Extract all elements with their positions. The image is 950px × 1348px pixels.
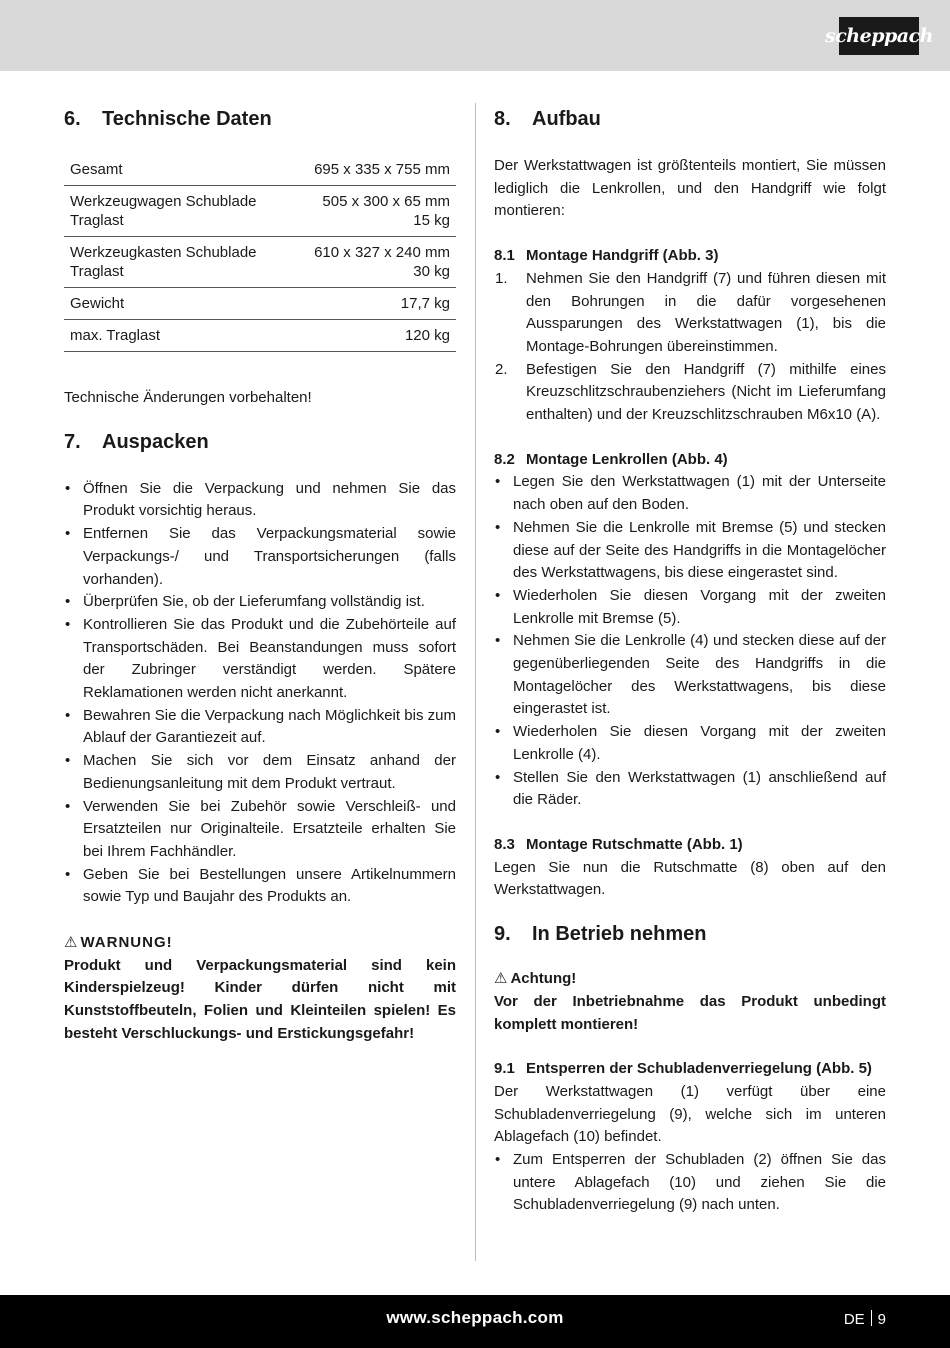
column-divider [475,103,476,1261]
step-number: 1. [495,269,508,287]
spec-label-line: Werkzeugkasten Schublade [70,244,257,261]
spec-label-line: Traglast [70,263,124,280]
attention-heading [494,968,886,991]
warning-triangle-icon: ⚠ [64,934,78,952]
spec-value-line: 505 x 300 x 65 mm [322,193,450,210]
spec-label: Gesamt [64,158,289,186]
list-item: • Zum Entsperren der Schubladen (2) öffnen Sie das untere Ablagefach (10) und ziehen Sie die Schubladenverriegelung (9) nach unten. [494,1149,886,1217]
list-item [494,359,886,427]
spec-value-line: 610 x 327 x 240 mm [314,244,450,261]
list-item: • Legen Sie den Werkstattwagen (1) mit der Unterseite nach oben auf den Boden. [494,471,886,516]
table-row [64,186,456,237]
section-6-heading [64,107,456,131]
list-item: • Wiederholen Sie diesen Vorgang mit der zweiten Lenkrolle (4). [494,721,886,766]
list-item: • Bewahren Sie die Verpackung nach Möglichkeit bis zum Ablauf der Garantiezeit auf. [64,705,456,750]
spec-value [289,237,456,288]
unpacking-list [64,478,456,909]
spec-value-line: 30 kg [413,263,450,280]
spec-label-line: Traglast [70,212,124,229]
table-row [64,237,456,288]
step-text: Befestigen Sie den Handgriff (7) mithilfe eines Kreuzschlitzschraubenziehers (Nicht im Lieferumfang enthalten) und der Kreuzschlitzschrauben M6x10 (A). [526,360,886,424]
spec-value [289,186,456,237]
left-column [64,100,456,1046]
language-code: DE [843,1311,865,1328]
subsection-number: 8.3 [494,835,515,853]
unlock-list [494,1149,886,1217]
subsection-number: 8.1 [494,247,515,265]
step-number: 2. [495,360,508,378]
step-text: Nehmen Sie den Handgriff (7) und führen diesen mit den Bohrungen in die dafür vorgesehenen Aussparungen des Werkstattwagen (1), bis die Montage-Bohrungen übereinstimmen. [526,269,886,355]
subsection-title: Montage Handgriff (Abb. 3) [526,247,719,265]
list-item: • Entfernen Sie das Verpackungsmaterial sowie Verpackungs-/ und Transportsicherungen (falls vorhanden). [64,523,456,591]
scheppach-logo: scheppach [839,17,919,55]
list-item: • Nehmen Sie die Lenkrolle mit Bremse (5) und stecken diese auf der Seite des Handgriffs in die Montagelöcher des Werkstattwagens, bis diese eingerastet sind. [494,517,886,585]
section-number: 7. [64,430,81,453]
handle-steps [494,268,886,427]
section-number: 6. [64,108,81,130]
subsection-8-1-heading [494,245,886,268]
spec-value: 695 x 335 x 755 mm [289,158,456,186]
warning-triangle-icon: ⚠ [494,970,508,988]
spec-label: Gewicht [64,288,289,320]
page-number: 9 [877,1311,886,1328]
section-number: 9. [494,923,511,946]
lock-text: Der Werkstattwagen (1) verfügt über eine Schubladenverriegelung (9), welche sich im unteren Ablagefach (10) befindet. [494,1082,886,1146]
table-row [64,288,456,320]
subsection-8-2-heading [494,449,886,472]
list-item: • Verwenden Sie bei Zubehör sowie Verschleiß- und Ersatzteilen nur Originalteile. Ersatzteile erhalten Sie bei Ihrem Fachhändler. [64,796,456,864]
list-item: • Kontrollieren Sie das Produkt und die Zubehörteile auf Transportschäden. Bei Beanstandungen muss sofort der Zubringer verständigt werden. Spätere Reklamationen werden nicht anerkannt. [64,614,456,705]
section-title: In Betrieb nehmen [532,923,707,946]
warning-title: WARNUNG! [80,934,173,952]
website-url: www.scheppach.com [386,1308,564,1327]
technical-note: Technische Änderungen vorbehalten! [64,389,312,406]
mat-text: Legen Sie nun die Rutschmatte (8) oben auf den Werkstattwagen. [494,858,886,899]
attention-title: Achtung! [510,970,577,988]
spec-label [64,186,289,237]
warning-heading [64,932,456,955]
separator [871,1310,872,1326]
list-item: • Geben Sie bei Bestellungen unsere Artikelnummern sowie Typ und Baujahr des Produkts an. [64,864,456,909]
attention-text: Vor der Inbetriebnahme das Produkt unbedingt komplett montieren! [494,992,886,1033]
subsection-number: 9.1 [494,1060,515,1078]
warning-text: Produkt und Verpackungsmaterial sind kein Kinderspielzeug! Kinder dürfen nicht mit Kunststoffbeuteln, Folien und Kleinteilen spielen! Es besteht Verschluckungs- und Erstickungsgefahr! [64,956,456,1042]
subsection-title: Entsperren der Schubladenverriegelung (Abb. 5) [526,1060,872,1078]
assembly-intro: Der Werkstattwagen ist größtenteils montiert, Sie müssen lediglich die Lenkrollen, und den Handgriff wie folgt montieren: [494,157,886,220]
right-column [494,100,886,1217]
spec-table [64,158,456,352]
list-item: • Wiederholen Sie diesen Vorgang mit der zweiten Lenkrolle mit Bremse (5). [494,585,886,630]
list-item [494,268,886,359]
section-title: Aufbau [532,108,601,130]
spec-label: max. Traglast [64,320,289,352]
table-row [64,320,456,352]
subsection-title: Montage Rutschmatte (Abb. 1) [526,835,743,853]
spec-value: 120 kg [289,320,456,352]
section-7-heading [64,430,456,454]
section-number: 8. [494,108,511,130]
spec-label-line: Werkzeugwagen Schublade [70,193,257,210]
section-9-heading [494,922,886,946]
section-title: Auspacken [102,430,209,453]
list-item: • Nehmen Sie die Lenkrolle (4) und stecken diese auf der gegenüberliegenden Seite des Handgriffs in die Montagelöcher des Werkstattwagens, bis diese eingerastet ist. [494,630,886,721]
subsection-9-1-heading [494,1058,886,1081]
casters-list [494,471,886,812]
spec-value: 17,7 kg [289,288,456,320]
section-title: Technische Daten [102,108,272,130]
list-item: • Stellen Sie den Werkstattwagen (1) anschließend auf die Räder. [494,767,886,812]
list-item: • Öffnen Sie die Verpackung und nehmen Sie das Produkt vorsichtig heraus. [64,478,456,523]
section-8-heading [494,107,886,131]
table-row [64,158,456,186]
subsection-8-3-heading [494,834,886,857]
page-indicator [844,1310,886,1328]
subsection-number: 8.2 [494,450,515,468]
spec-label [64,237,289,288]
subsection-title: Montage Lenkrollen (Abb. 4) [526,450,728,468]
list-item: • Überprüfen Sie, ob der Lieferumfang vollständig ist. [64,591,456,614]
header-bar [0,0,950,71]
list-item: • Machen Sie sich vor dem Einsatz anhand der Bedienungsanleitung mit dem Produkt vertraut. [64,750,456,795]
spec-value-line: 15 kg [413,212,450,229]
footer-bar [0,1295,950,1348]
